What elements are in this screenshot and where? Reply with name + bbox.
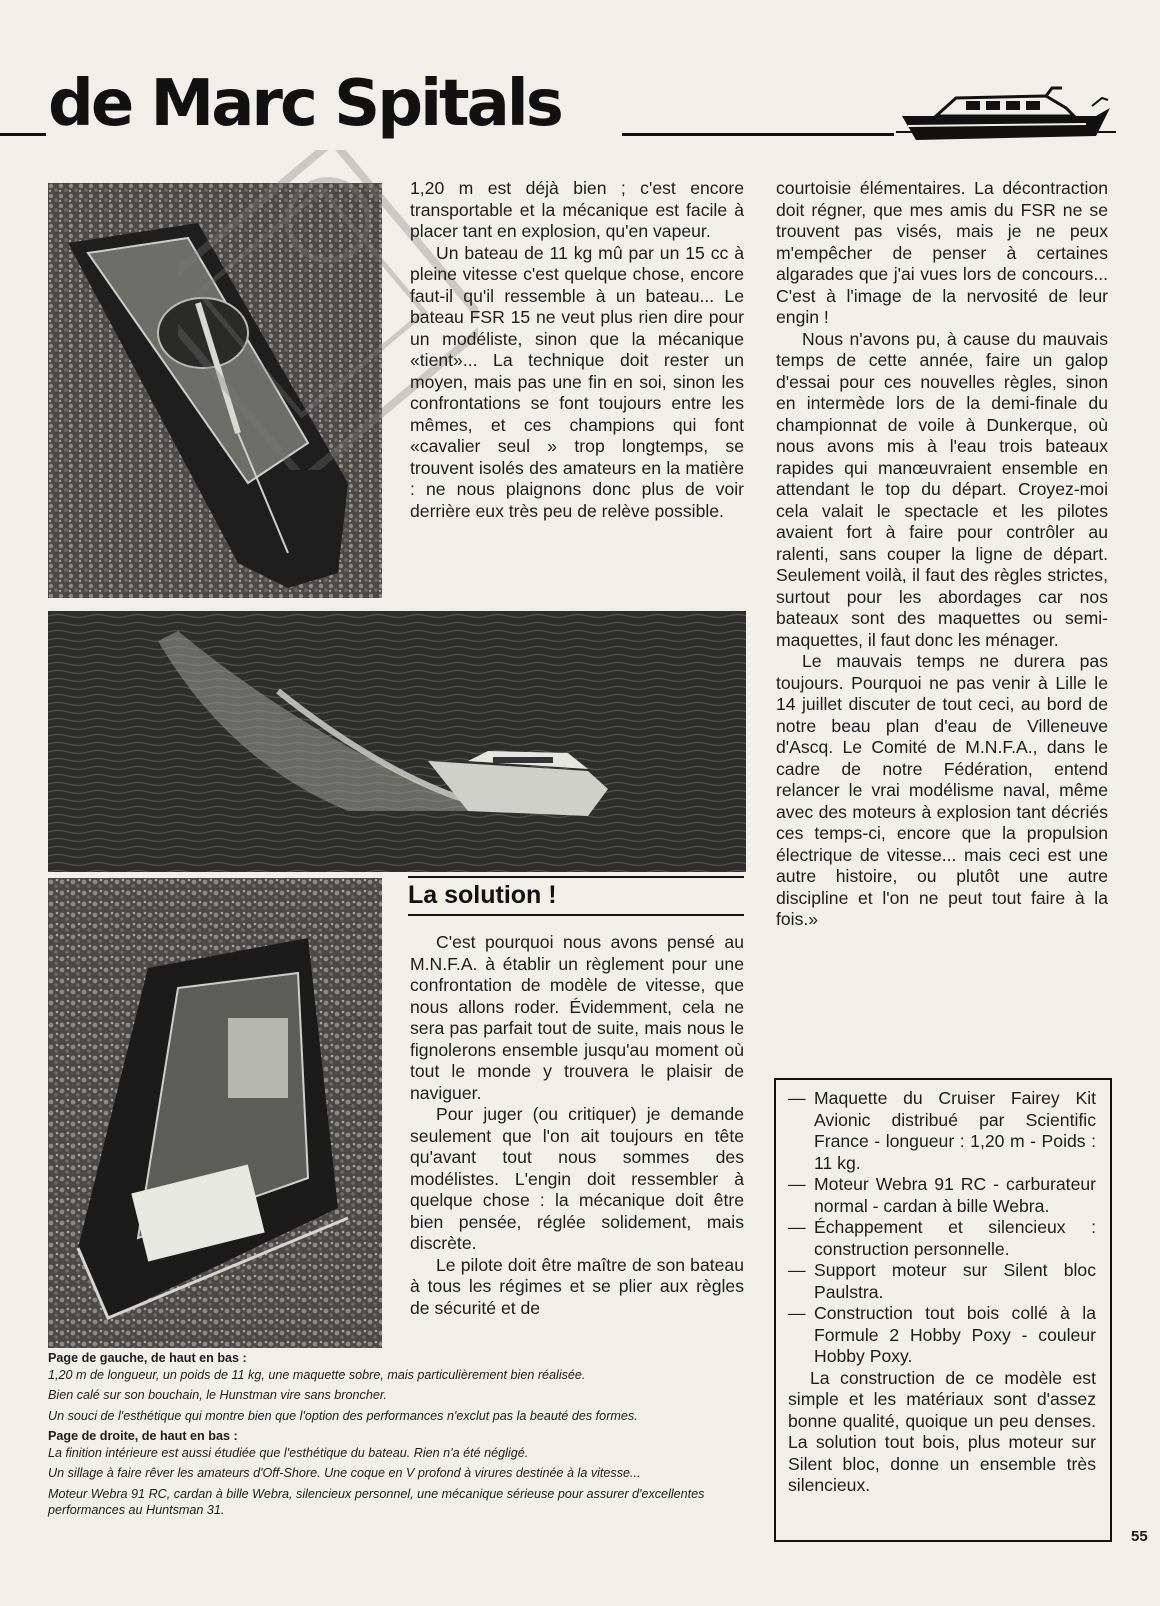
article-column-section — [410, 932, 744, 1319]
spec-box — [774, 1078, 1112, 1542]
paragraph: Un bateau de 11 kg mû par un 15 cc à pleine vitesse c'est quelque chose, encore faut-il qu'il ressemble à un bateau... Le bateau FSR 15 ne veut plus rien dire pour un modéliste, sinon que la mécanique «tient»... La technique doit rester un moyen, mais pas une fin en soi, sinon les confrontations se font toujours entre les mêmes, et ces champions qui font «cavalier seul » trop longtemps, se trouvent isolés des amateurs en la matière : ne nous plaignons donc plus de voir derrière eux très peu de relève possible. — [410, 242, 744, 521]
caption-line: La finition intérieure est aussi étudiée que l'esthétique du bateau. Rien n'a été négligé. — [48, 1445, 529, 1460]
photo-captions — [48, 1350, 748, 1523]
paragraph: courtoisie élémentaires. La décontraction doit régner, que mes amis du FSR ne se trouvent pas visés, mais je ne peux m'empêcher de penser à certaines algarades que j'ai vues lors de concours... C'est à l'image de la nervosité de leur engin ! — [776, 178, 1108, 327]
paragraph: Nous n'avons pu, à cause du mauvais temps de cette année, faire un galop d'essai pour ces nouvelles règles, sinon en intermède lors de la demi-finale du championnat de voile à Dunkerque, où nous avons mis à l'eau trois bateaux rapides qui manœuvraient ensemble en attendant le top du départ. Croyez-moi cela valait le spectacle et les pilotes avaient fort à faire pour contrôler au ralenti, sans couper la ligne de départ. Seulement voilà, il faut des règles strictes, surtout pour les abordages car nos bateaux sont des maquettes ou semi-maquettes, il faut donc les ménager. — [776, 328, 1108, 650]
section-heading: La solution ! — [408, 880, 744, 916]
page-number: 55 — [1131, 1528, 1148, 1545]
paragraph: Le mauvais temps ne durera pas toujours. Pourquoi ne pas venir à Lille le 14 juillet discuter de tout ceci, au bord de notre beau plan d'eau de Villeneuve d'Ascq. Le Comité de M.N.F.A., dans le cadre de notre Fédération, entend relancer le vrai modélisme naval, même avec des moteurs à explosion tant décriés ces temps-ci, encore que la propulsion électrique de vitesse... mais ceci est une autre histoire, ou plutôt une autre discipline et l'on ne peut tout faire à la fois.» — [776, 651, 1108, 929]
paragraph: Pour juger (ou critiquer) je demande seulement que l'on ait toujours en tête qu'avant tout nous sommes des modélistes. L'engin doit ressembler à quelque chose : la mécanique doit être bien pensée, réglée solidement, mais discrète. — [410, 1104, 744, 1253]
photo-boat-wake — [48, 611, 746, 872]
caption-line: Un sillage à faire rêver les amateurs d'Off-Shore. Une coque en V profond à virures destinée à la vitesse... — [48, 1466, 641, 1480]
caption-heading: Page de gauche, de haut en bas : — [48, 1351, 247, 1365]
caption-line: 1,20 m de longueur, un poids de 11 kg, une maquette sobre, mais particulièrement bien réalisée. — [48, 1367, 586, 1382]
spec-item: — Échappement et silencieux : construction personnelle. — [788, 1217, 1096, 1259]
spec-item: — Support moteur sur Silent bloc Paulstra. — [788, 1260, 1096, 1302]
caption-line: Un souci de l'esthétique qui montre bien que l'option des performances n'exclut pas la beauté des formes. — [48, 1408, 638, 1423]
paragraph: Le pilote doit être maître de son bateau à tous les régimes et se plier aux règles de sécurité et de — [410, 1254, 744, 1318]
header-rule-right — [622, 133, 894, 136]
article-column-right — [776, 178, 1108, 931]
header-rule-left — [0, 133, 46, 136]
cruiser-boat-icon — [896, 86, 1116, 148]
caption-heading: Page de droite, de haut en bas : — [48, 1429, 238, 1443]
photo-boat-interior-top — [48, 183, 382, 598]
caption-line: Moteur Webra 91 RC, cardan à bille Webra, silencieux personnel, une mécanique sérieuse pour assurer d'excellentes performances au Huntsman 31. — [48, 1486, 705, 1517]
photo-boat-engine — [48, 878, 382, 1348]
article-column-top — [410, 178, 744, 522]
paragraph: 1,20 m est déjà bien ; c'est encore transportable et la mécanique est facile à placer tant en explosion, qu'en vapeur. — [410, 178, 744, 241]
section-rule — [408, 876, 744, 878]
paragraph: C'est pourquoi nous avons pensé au M.N.F.A. à établir un règlement pour une confrontation de modèle de vitesse, que nous allons roder. Évidemment, cela ne sera pas parfait tout de suite, mais nous le fignolerons ensemble jusqu'au moment où tout le monde y trouvera le plaisir de naviguer. — [410, 932, 744, 1103]
spec-item: — Construction tout bois collé à la Formule 2 Hobby Poxy - couleur Hobby Poxy. — [788, 1303, 1096, 1366]
spec-item: — Moteur Webra 91 RC - carburateur normal - cardan à bille Webra. — [788, 1174, 1096, 1216]
caption-line: Bien calé sur son bouchain, le Hunstman vire sans broncher. — [48, 1388, 388, 1402]
spec-item: — Maquette du Cruiser Fairey Kit Avionic distribué par Scientific France - longueur : 1,20 m - Poids : 11 kg. — [788, 1088, 1096, 1173]
spec-paragraph: La construction de ce modèle est simple et les matériaux sont d'assez bonne qualité, quoique un peu denses. La solution tout bois, plus moteur sur Silent bloc, donne un ensemble très silencieux. — [788, 1367, 1096, 1495]
article-author-title: de Marc Spitals — [48, 67, 561, 141]
